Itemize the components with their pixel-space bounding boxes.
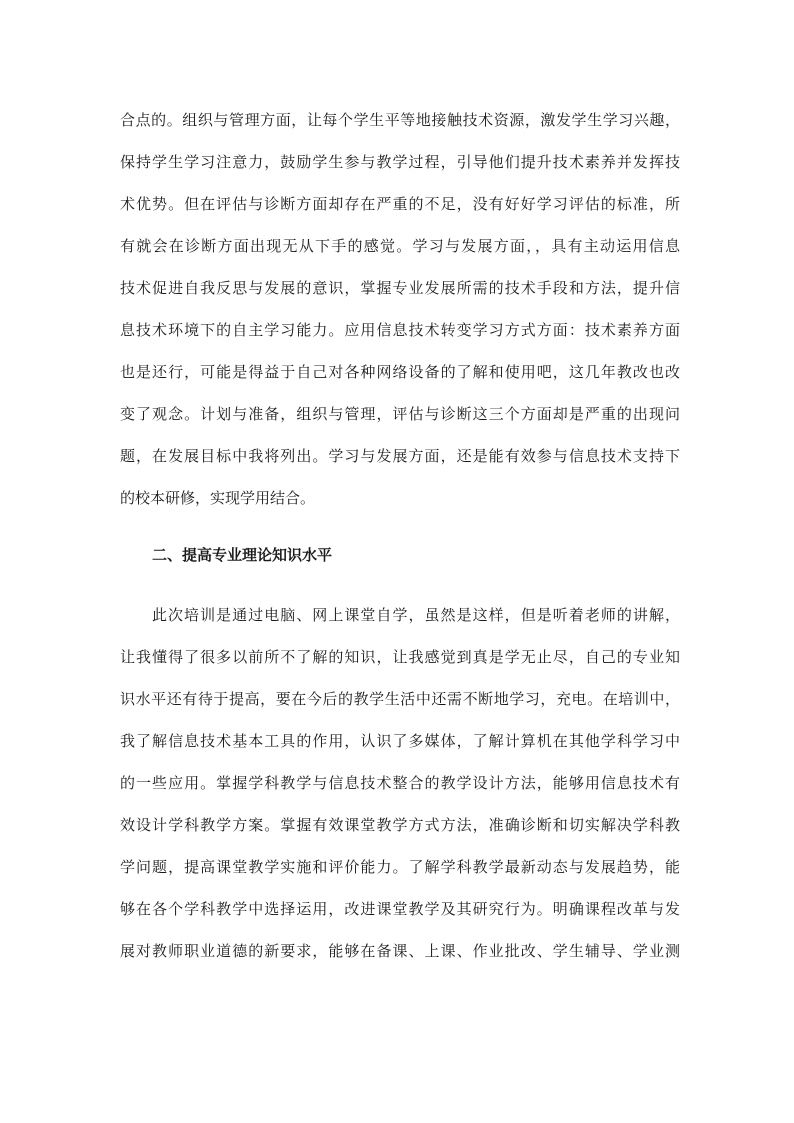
text-line: 的校本研修，实现学用结合。 bbox=[120, 489, 316, 507]
text-line: 术优势。但在评估与诊断方面却存在严重的不足，没有好好学习评估的标准，所 bbox=[120, 195, 680, 213]
section-heading: 二、提高专业理论知识水平 bbox=[152, 546, 333, 564]
text-line: 有就会在诊断方面出现无从下手的感觉。学习与发展方面，，具有主动运用信息 bbox=[120, 237, 680, 255]
text-line: 识水平还有待于提高，要在今后的教学生活中还需不断地学习，充电。在培训中， bbox=[120, 690, 680, 708]
text-line: 技术促进自我反思与发展的意识，掌握专业发展所需的技术手段和方法，提升信 bbox=[120, 279, 680, 297]
text-line: 息技术环境下的自主学习能力。应用信息技术转变学习方式方面：技术素养方面 bbox=[120, 321, 680, 339]
text-line: 我了解信息技术基本工具的作用，认识了多媒体，了解计算机在其他学科学习中 bbox=[120, 732, 680, 750]
text-line: 合点的。组织与管理方面，让每个学生平等地接触技术资源，激发学生学习兴趣， bbox=[120, 111, 680, 129]
text-line: 学问题，提高课堂教学实施和评价能力。了解学科教学最新动态与发展趋势，能 bbox=[120, 858, 680, 876]
text-line: 够在各个学科教学中选择运用，改进课堂教学及其研究行为。明确课程改革与发 bbox=[120, 900, 680, 918]
text-line: 让我懂得了很多以前所不了解的知识，让我感觉到真是学无止尽，自己的专业知 bbox=[120, 648, 680, 666]
text-line: 保持学生学习注意力，鼓励学生参与教学过程，引导他们提升技术素养并发挥技 bbox=[120, 153, 680, 171]
text-line: 的一些应用。掌握学科教学与信息技术整合的教学设计方法，能够用信息技术有 bbox=[120, 774, 680, 792]
text-line: 此次培训是通过电脑、网上课堂自学，虽然是这样，但是听着老师的讲解， bbox=[152, 606, 680, 624]
text-line: 展对教师职业道德的新要求，能够在备课、上课、作业批改、学生辅导、学业测 bbox=[120, 942, 680, 960]
text-line: 也是还行，可能是得益于自己对各种网络设备的了解和使用吧，这几年教改也改 bbox=[120, 363, 680, 381]
text-line: 变了观念。计划与准备，组织与管理，评估与诊断这三个方面却是严重的出现问 bbox=[120, 405, 680, 423]
text-line: 效设计学科教学方案。掌握有效课堂教学方式方法，准确诊断和切实解决学科教 bbox=[120, 816, 680, 834]
text-line: 题，在发展目标中我将列出。学习与发展方面，还是能有效参与信息技术支持下 bbox=[120, 447, 680, 465]
